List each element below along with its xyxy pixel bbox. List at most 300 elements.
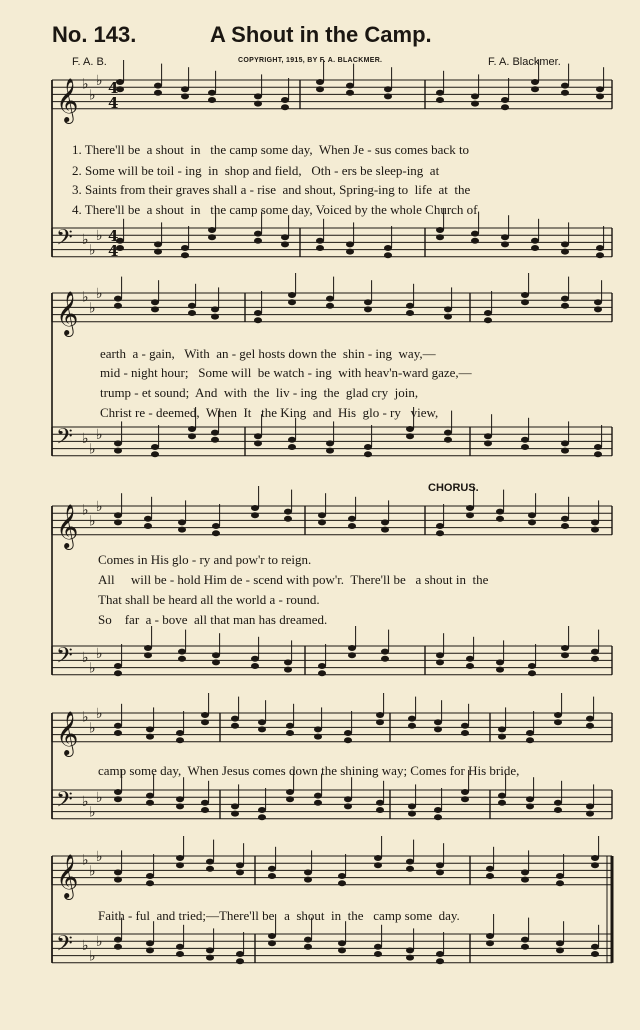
note-head: [436, 869, 444, 875]
note-head: [281, 104, 289, 110]
verse-2-line-1: 2. Some will be toil - ing in shop and field, Oth - ers be sleep-ing at: [72, 163, 440, 178]
flat-sign: ♭: [96, 499, 103, 515]
note-head: [188, 426, 196, 432]
note-head: [208, 227, 216, 233]
note-head: [376, 719, 384, 725]
note-head: [528, 663, 536, 669]
note-head: [314, 734, 322, 740]
note-head: [406, 859, 414, 865]
note-head: [434, 807, 442, 813]
hymn-title: A Shout in the Camp.: [210, 22, 432, 47]
note-head: [316, 86, 324, 92]
note-head: [556, 873, 564, 879]
note-head: [146, 793, 154, 799]
note-head: [284, 509, 292, 515]
note-head: [381, 519, 389, 525]
note-head: [364, 444, 372, 450]
hymn-number: No. 143.: [52, 22, 137, 47]
note-head: [591, 855, 599, 861]
flat-sign: ♭: [96, 849, 103, 865]
note-head: [406, 955, 414, 961]
note-head: [561, 303, 569, 309]
note-head: [211, 306, 219, 312]
note-head: [501, 97, 509, 103]
note-head: [528, 670, 536, 676]
note-head: [436, 523, 444, 529]
note-head: [496, 667, 504, 673]
note-head: [501, 241, 509, 247]
note-head: [151, 299, 159, 305]
note-head: [406, 303, 414, 309]
note-head: [326, 296, 334, 302]
treble-clef: 𝄞: [56, 503, 79, 548]
note-head: [531, 86, 539, 92]
note-head: [436, 97, 444, 103]
flat-sign: ♭: [82, 231, 89, 248]
note-head: [114, 303, 122, 309]
verse-1-line-3: Comes in His glo - ry and pow'r to reign.: [98, 552, 312, 567]
note-head: [286, 723, 294, 729]
note-head: [338, 947, 346, 953]
note-head: [521, 877, 529, 883]
time-signature-bass: 4: [108, 242, 119, 260]
verse-4-line-3: So far a - bove all that man has dreamed.: [98, 612, 328, 627]
note-head: [554, 800, 562, 806]
note-head: [406, 866, 414, 872]
note-head: [146, 726, 154, 732]
note-head: [206, 955, 214, 961]
note-head: [434, 719, 442, 725]
note-head: [521, 437, 529, 443]
note-head: [376, 800, 384, 806]
note-head: [526, 730, 534, 736]
note-head: [436, 90, 444, 96]
note-head: [486, 866, 494, 872]
note-head: [236, 951, 244, 957]
note-head: [484, 317, 492, 323]
note-head: [114, 512, 122, 518]
note-head: [501, 104, 509, 110]
flat-sign: ♭: [89, 441, 96, 458]
time-signature-bass: 4: [108, 227, 119, 245]
note-head: [376, 807, 384, 813]
flat-sign: ♭: [82, 793, 89, 810]
flat-sign: ♭: [96, 646, 103, 663]
note-head: [526, 737, 534, 743]
note-head: [318, 519, 326, 525]
note-head: [258, 726, 266, 732]
flat-sign: ♭: [82, 289, 89, 306]
bass-clef: 𝄢: [56, 225, 73, 256]
note-head: [408, 723, 416, 729]
note-head: [348, 652, 356, 658]
note-head: [318, 512, 326, 518]
note-head: [594, 306, 602, 312]
note-head: [251, 512, 259, 518]
note-head: [146, 800, 154, 806]
flat-sign: ♭: [82, 76, 89, 93]
note-head: [484, 433, 492, 439]
note-head: [288, 292, 296, 298]
note-head: [561, 645, 569, 651]
note-head: [591, 527, 599, 533]
note-head: [561, 652, 569, 658]
note-head: [374, 944, 382, 950]
note-head: [591, 944, 599, 950]
note-head: [554, 719, 562, 725]
note-head: [316, 245, 324, 251]
verse-4-line-2: Christ re - deemed, When It the King and His glo - ry view,: [100, 405, 439, 420]
verse-1-line-1: 1. There'll be a shout in the camp some day, When Je - sus comes back to: [72, 142, 470, 157]
verse-3-line-2: trump - et sound; And with the liv - ing the glad cry join,: [100, 385, 419, 400]
note-head: [114, 796, 122, 802]
note-head: [471, 101, 479, 107]
note-head: [586, 803, 594, 809]
note-head: [596, 252, 604, 258]
note-head: [434, 726, 442, 732]
note-head: [406, 433, 414, 439]
note-head: [436, 862, 444, 868]
note-head: [526, 796, 534, 802]
note-head: [176, 730, 184, 736]
note-head: [561, 523, 569, 529]
note-head: [531, 245, 539, 251]
note-head: [596, 245, 604, 251]
note-head: [338, 940, 346, 946]
note-head: [471, 238, 479, 244]
note-head: [591, 951, 599, 957]
note-head: [471, 231, 479, 237]
note-head: [254, 238, 262, 244]
note-head: [596, 86, 604, 92]
note-head: [316, 79, 324, 85]
flat-sign: ♭: [89, 660, 96, 677]
note-head: [236, 958, 244, 964]
note-head: [561, 241, 569, 247]
note-head: [498, 726, 506, 732]
note-head: [528, 512, 536, 518]
lyrics-line-4: camp some day, When Jesus comes down the shining way; Comes for His bride,: [98, 763, 520, 778]
note-head: [146, 734, 154, 740]
note-head: [154, 83, 162, 89]
note-head: [554, 807, 562, 813]
note-head: [114, 296, 122, 302]
note-head: [444, 437, 452, 443]
note-head: [408, 811, 416, 817]
flat-sign: ♭: [89, 804, 96, 821]
note-head: [408, 803, 416, 809]
note-head: [114, 723, 122, 729]
note-head: [208, 234, 216, 240]
note-head: [466, 505, 474, 511]
flat-sign: ♭: [82, 937, 89, 954]
note-head: [436, 234, 444, 240]
verse-3-line-1: 3. Saints from their graves shall a - rise and shout, Spring-ing to life at the: [72, 182, 471, 197]
note-head: [258, 719, 266, 725]
note-head: [314, 726, 322, 732]
note-head: [384, 86, 392, 92]
note-head: [176, 803, 184, 809]
note-head: [486, 873, 494, 879]
note-head: [444, 430, 452, 436]
note-head: [176, 796, 184, 802]
note-head: [304, 869, 312, 875]
note-head: [251, 505, 259, 511]
note-head: [314, 800, 322, 806]
flat-sign: ♭: [89, 720, 96, 737]
note-head: [436, 227, 444, 233]
note-head: [591, 862, 599, 868]
note-head: [444, 314, 452, 320]
bass-clef: 𝄢: [56, 787, 73, 818]
note-head: [471, 93, 479, 99]
bass-clef: 𝄢: [56, 931, 73, 962]
note-head: [212, 659, 220, 665]
flat-sign: ♭: [96, 286, 103, 302]
note-head: [466, 512, 474, 518]
note-head: [496, 659, 504, 665]
note-head: [211, 437, 219, 443]
note-head: [206, 859, 214, 865]
note-head: [344, 737, 352, 743]
flat-sign: ♭: [89, 863, 96, 880]
note-head: [408, 716, 416, 722]
note-head: [201, 800, 209, 806]
note-head: [288, 299, 296, 305]
note-head: [531, 238, 539, 244]
note-head: [178, 649, 186, 655]
note-head: [318, 663, 326, 669]
note-head: [591, 656, 599, 662]
verse-4-line-1: 4. There'll be a shout in the camp some day, Voiced by the whole Church of: [72, 202, 478, 217]
note-head: [444, 306, 452, 312]
note-head: [498, 734, 506, 740]
treble-clef: 𝄞: [56, 77, 79, 122]
note-head: [346, 90, 354, 96]
note-head: [201, 719, 209, 725]
note-head: [561, 516, 569, 522]
note-head: [208, 90, 216, 96]
note-head: [154, 241, 162, 247]
note-head: [212, 523, 220, 529]
note-head: [326, 303, 334, 309]
note-head: [181, 86, 189, 92]
note-head: [384, 93, 392, 99]
note-head: [286, 730, 294, 736]
flat-sign: ♭: [96, 228, 103, 245]
note-head: [281, 97, 289, 103]
note-head: [528, 519, 536, 525]
note-head: [531, 79, 539, 85]
flat-sign: ♭: [89, 513, 96, 530]
note-head: [181, 252, 189, 258]
flat-sign: ♭: [96, 427, 103, 444]
note-head: [281, 241, 289, 247]
note-head: [176, 862, 184, 868]
note-head: [304, 937, 312, 943]
note-head: [286, 789, 294, 795]
note-head: [281, 234, 289, 240]
note-head: [344, 803, 352, 809]
note-head: [521, 292, 529, 298]
note-head: [146, 880, 154, 886]
note-head: [114, 448, 122, 454]
note-head: [596, 93, 604, 99]
note-head: [591, 649, 599, 655]
note-head: [206, 947, 214, 953]
note-head: [434, 814, 442, 820]
chorus-label: CHORUS.: [428, 482, 479, 494]
note-head: [231, 811, 239, 817]
note-head: [364, 451, 372, 457]
note-head: [406, 426, 414, 432]
note-head: [406, 310, 414, 316]
note-head: [561, 296, 569, 302]
flat-sign: ♭: [89, 300, 96, 317]
note-head: [461, 730, 469, 736]
note-head: [154, 90, 162, 96]
note-head: [461, 796, 469, 802]
note-head: [151, 306, 159, 312]
note-head: [178, 519, 186, 525]
verse-3-line-3: That shall be heard all the world a - round.: [98, 592, 320, 607]
note-head: [314, 793, 322, 799]
note-head: [406, 947, 414, 953]
note-head: [348, 523, 356, 529]
note-head: [466, 663, 474, 669]
note-head: [114, 789, 122, 795]
time-signature-treble: 4: [108, 94, 119, 112]
note-head: [286, 796, 294, 802]
flat-sign: ♭: [82, 649, 89, 666]
note-head: [381, 527, 389, 533]
note-head: [268, 873, 276, 879]
note-head: [144, 523, 152, 529]
note-head: [384, 252, 392, 258]
flat-sign: ♭: [82, 430, 89, 447]
note-head: [188, 310, 196, 316]
note-head: [521, 299, 529, 305]
note-head: [436, 958, 444, 964]
lyrics-line-5: Faith - ful and tried;—There'll be a shout in the camp some day.: [98, 908, 460, 923]
note-head: [326, 448, 334, 454]
note-head: [284, 667, 292, 673]
note-head: [594, 299, 602, 305]
note-head: [236, 869, 244, 875]
note-head: [461, 723, 469, 729]
note-head: [288, 444, 296, 450]
time-signature-treble: 4: [108, 79, 119, 97]
note-head: [178, 656, 186, 662]
copyright-notice: COPYRIGHT, 1915, BY F. A. BLACKMER.: [238, 57, 383, 64]
note-head: [151, 444, 159, 450]
bass-clef: 𝄢: [56, 424, 73, 455]
note-head: [176, 951, 184, 957]
note-head: [144, 645, 152, 651]
note-head: [254, 93, 262, 99]
treble-clef: 𝄞: [56, 290, 79, 335]
note-head: [254, 317, 262, 323]
note-head: [201, 807, 209, 813]
note-head: [364, 299, 372, 305]
note-head: [461, 789, 469, 795]
note-head: [384, 245, 392, 251]
note-head: [436, 659, 444, 665]
note-head: [316, 238, 324, 244]
note-head: [586, 811, 594, 817]
flat-sign: ♭: [89, 242, 96, 259]
note-head: [236, 862, 244, 868]
words-credit: F. A. B.: [72, 56, 107, 68]
note-head: [211, 314, 219, 320]
note-head: [144, 652, 152, 658]
note-head: [376, 712, 384, 718]
note-head: [594, 451, 602, 457]
note-head: [594, 444, 602, 450]
note-head: [176, 944, 184, 950]
note-head: [374, 855, 382, 861]
note-head: [231, 723, 239, 729]
verse-1-line-2: earth a - gain, With an - gel hosts down the shin - ing way,—: [100, 346, 436, 361]
note-head: [436, 652, 444, 658]
note-head: [146, 947, 154, 953]
note-head: [326, 440, 334, 446]
note-head: [521, 937, 529, 943]
note-head: [304, 944, 312, 950]
note-head: [268, 933, 276, 939]
flat-sign: ♭: [89, 87, 96, 104]
note-head: [151, 451, 159, 457]
note-head: [231, 716, 239, 722]
note-head: [254, 440, 262, 446]
flat-sign: ♭: [96, 706, 103, 722]
note-head: [304, 877, 312, 883]
note-head: [114, 877, 122, 883]
treble-clef: 𝄞: [56, 710, 79, 755]
note-head: [556, 880, 564, 886]
note-head: [268, 940, 276, 946]
note-head: [254, 231, 262, 237]
note-head: [114, 519, 122, 525]
note-head: [146, 873, 154, 879]
verse-2-line-2: mid - night hour; Some will be watch - ing with heav'n-ward gaze,—: [100, 365, 472, 380]
note-head: [344, 730, 352, 736]
note-head: [521, 444, 529, 450]
note-head: [364, 306, 372, 312]
note-head: [561, 249, 569, 255]
note-head: [374, 862, 382, 868]
composer-credit: F. A. Blackmer.: [488, 56, 561, 68]
note-head: [484, 440, 492, 446]
note-head: [554, 712, 562, 718]
note-head: [436, 951, 444, 957]
note-head: [284, 659, 292, 665]
flat-sign: ♭: [82, 502, 89, 519]
note-head: [114, 663, 122, 669]
note-head: [496, 509, 504, 515]
note-head: [586, 716, 594, 722]
note-head: [251, 656, 259, 662]
note-head: [318, 670, 326, 676]
note-head: [144, 516, 152, 522]
note-head: [188, 433, 196, 439]
note-head: [212, 530, 220, 536]
note-head: [254, 433, 262, 439]
note-head: [381, 656, 389, 662]
flat-sign: ♭: [82, 852, 89, 869]
note-head: [206, 866, 214, 872]
note-head: [231, 803, 239, 809]
